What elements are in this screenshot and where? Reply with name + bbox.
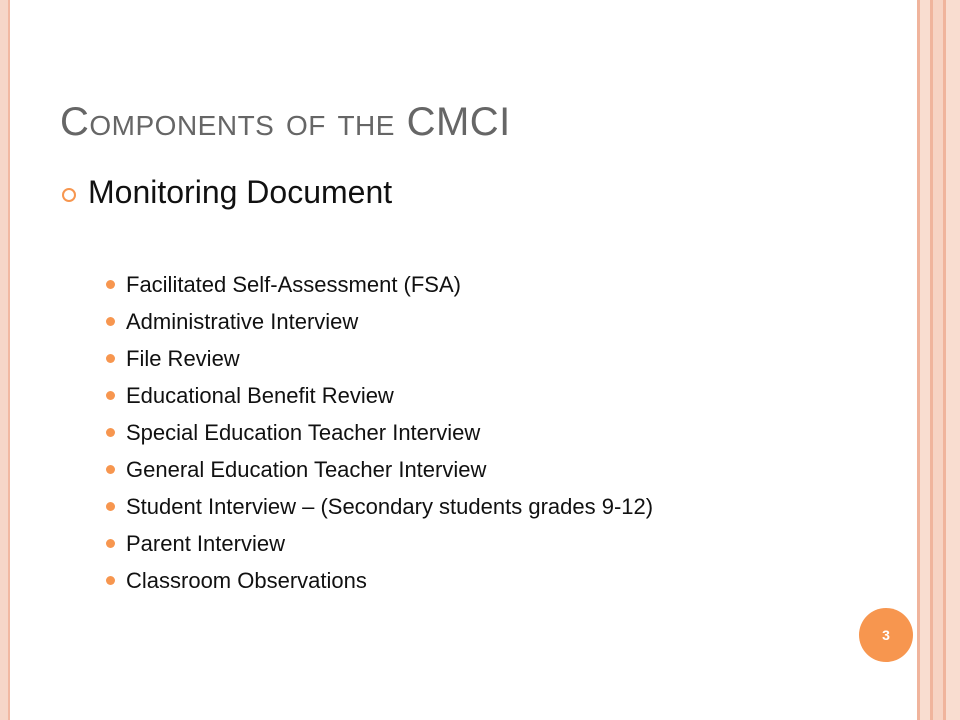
right-stripe: [933, 0, 943, 720]
sub-bullet-list: [106, 266, 653, 599]
list-item: [106, 451, 653, 488]
left-border-stripe: [0, 0, 8, 720]
bullet-dot-icon: [106, 280, 115, 289]
list-item-text: Educational Benefit Review: [126, 382, 394, 408]
level1-text: Monitoring Document: [88, 174, 393, 210]
bullet-dot-icon: [106, 317, 115, 326]
level1-bullet: [62, 174, 392, 211]
list-item-text: Parent Interview: [126, 530, 285, 556]
right-stripe: [946, 0, 960, 720]
right-stripe: [920, 0, 930, 720]
bullet-dot-icon: [106, 576, 115, 585]
list-item-text: Special Education Teacher Interview: [126, 419, 481, 445]
bullet-dot-icon: [106, 428, 115, 437]
list-item-text: Administrative Interview: [126, 308, 359, 334]
list-item: [106, 525, 653, 562]
list-item-text: File Review: [126, 345, 240, 371]
ring-bullet-icon: [62, 188, 76, 202]
bullet-dot-icon: [106, 502, 115, 511]
slide-title: Components of the CMCI: [60, 100, 511, 144]
bullet-dot-icon: [106, 465, 115, 474]
list-item: [106, 303, 653, 340]
list-item: [106, 377, 653, 414]
list-item-text: Facilitated Self-Assessment (FSA): [126, 271, 461, 297]
list-item-text: General Education Teacher Interview: [126, 456, 487, 482]
list-item: [106, 340, 653, 377]
list-item: [106, 562, 653, 599]
bullet-dot-icon: [106, 391, 115, 400]
list-item-text: Classroom Observations: [126, 567, 367, 593]
list-item: [106, 266, 653, 303]
left-border-line: [8, 0, 10, 720]
list-item-text: Student Interview – (Secondary students grades 9-12): [126, 493, 654, 519]
list-item: [106, 488, 653, 525]
list-item: [106, 414, 653, 451]
bullet-dot-icon: [106, 539, 115, 548]
bullet-dot-icon: [106, 354, 115, 363]
page-number-badge: 3: [859, 608, 913, 662]
